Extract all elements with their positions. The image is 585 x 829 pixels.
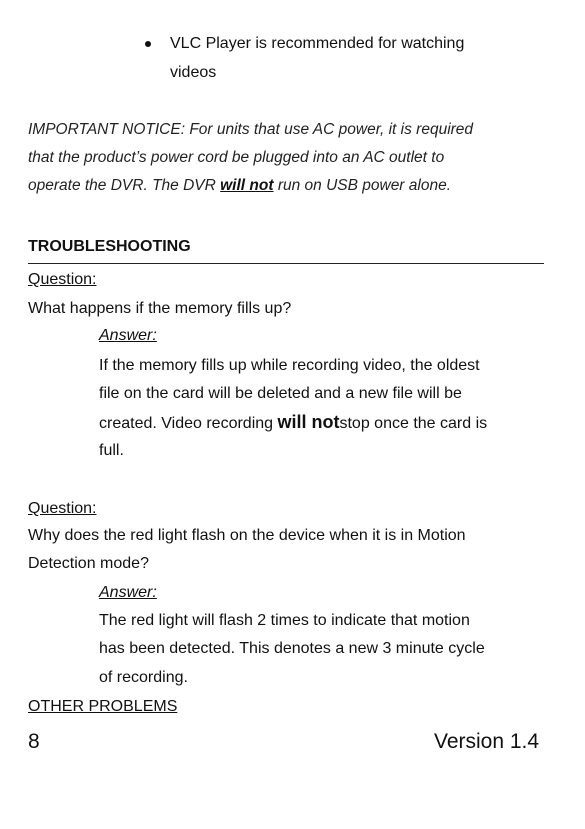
answer-1-line-3-start: created. Video recording (99, 415, 278, 432)
notice-line-3-start: operate the DVR. The DVR (28, 177, 221, 194)
answer-2-line-2: has been detected. This denotes a new 3 minute cycle (99, 640, 485, 657)
other-problems-heading: OTHER PROBLEMS (28, 698, 178, 715)
question-2-text-line-1: Why does the red light flash on the device when it is in Motion (28, 527, 466, 544)
answer-1-emphasis: will not (277, 412, 340, 432)
section-title: TROUBLESHOOTING (28, 238, 191, 255)
answer-2-line-3: of recording. (99, 669, 188, 686)
section-divider (28, 263, 544, 264)
question-1-text: What happens if the memory fills up? (28, 300, 292, 317)
answer-1-line-1: If the memory fills up while recording video, the oldest (99, 357, 480, 374)
version-label: Version 1.4 (434, 730, 540, 753)
question-2-label: Question: (28, 500, 97, 517)
page-number: 8 (28, 730, 40, 753)
notice-line-3-end: run on USB power alone. (273, 177, 452, 194)
question-2-text-line-2: Detection mode? (28, 555, 149, 572)
notice-emphasis: will not (220, 177, 274, 194)
notice-line-2: that the product’s power cord be plugged into an AC outlet to (28, 149, 445, 166)
notice-line-3 (28, 172, 451, 200)
answer-1-line-3-end: stop once the card is (339, 415, 488, 432)
bullet-text-line-1: VLC Player is recommended for watching (170, 35, 465, 52)
answer-1-line-2: file on the card will be deleted and a new file will be (99, 385, 462, 402)
notice-line-1: IMPORTANT NOTICE: For units that use AC power, it is required (28, 121, 474, 138)
question-1-label: Question: (28, 271, 97, 288)
answer-1-line-3 (99, 408, 487, 438)
bullet-text-line-2: videos (170, 64, 217, 81)
bullet-icon (145, 41, 151, 47)
answer-2-label: Answer: (99, 584, 157, 601)
answer-1-line-4: full. (99, 442, 124, 459)
answer-1-label: Answer: (99, 327, 157, 344)
answer-2-line-1: The red light will flash 2 times to indicate that motion (99, 612, 470, 629)
